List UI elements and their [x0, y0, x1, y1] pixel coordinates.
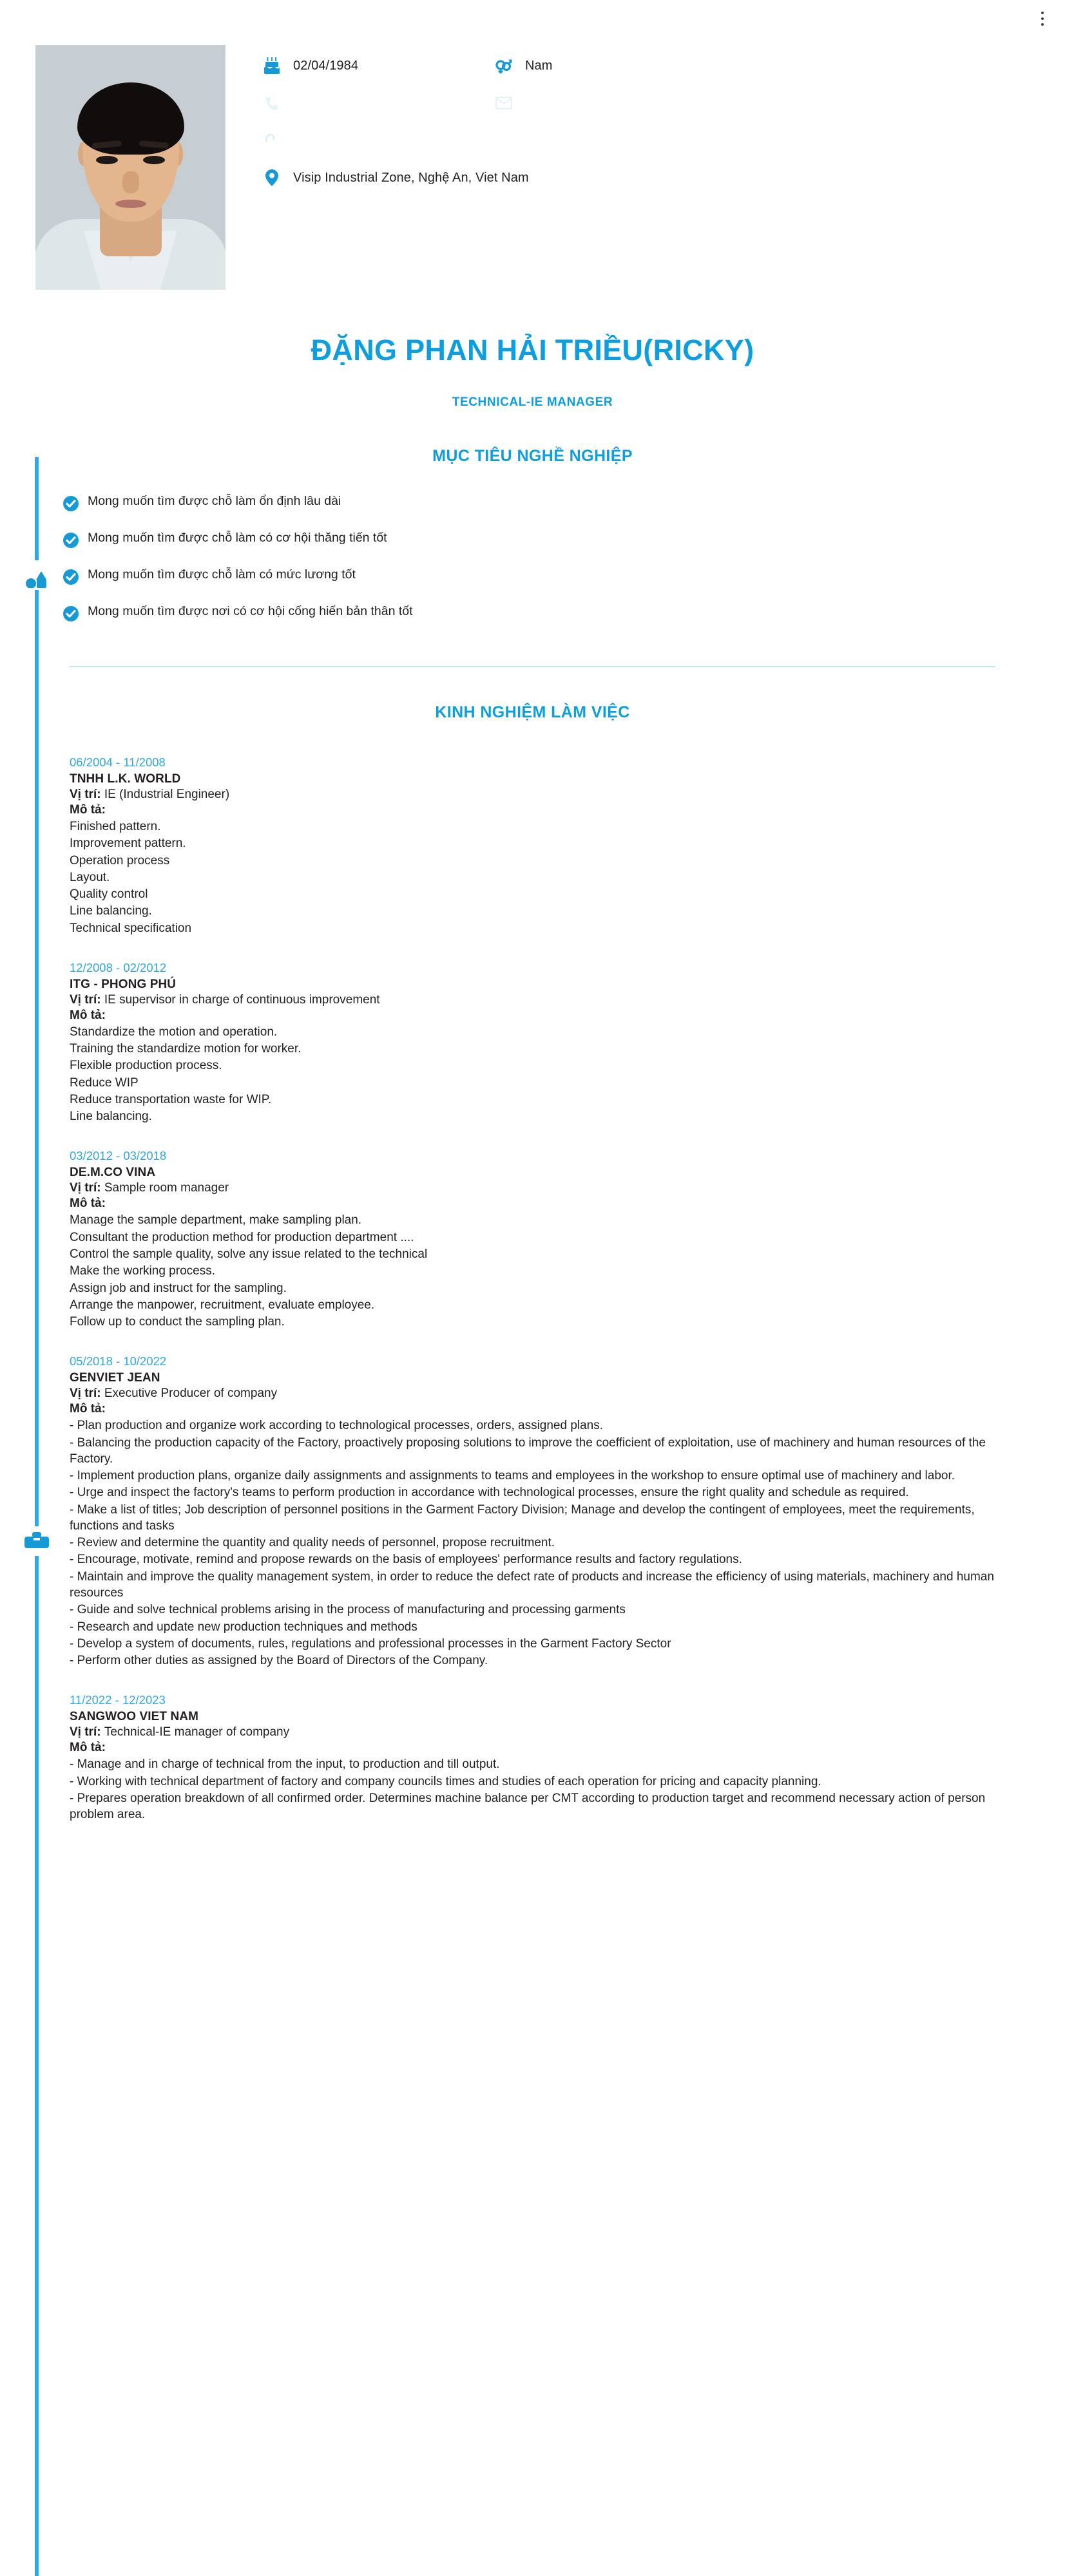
- objective-title: MỤC TIÊU NGHỀ NGHIỆP: [432, 447, 633, 465]
- position-value: IE (Industrial Engineer): [104, 788, 230, 801]
- description-line: - Develop a system of documents, rules, regulations and professional processes in the Garment Factory Sector: [70, 1636, 671, 1651]
- address-value: Visip Industrial Zone, Nghệ An, Viet Nam: [293, 170, 529, 185]
- contact-row-address: [261, 164, 1065, 192]
- position-value: IE supervisor in charge of continuous improvement: [104, 992, 380, 1007]
- position-value: Executive Producer of company: [104, 1387, 278, 1401]
- experience-entry: [70, 1354, 995, 1669]
- list-item: [62, 494, 1065, 516]
- description-line: Reduce transportation waste for WIP.: [70, 1092, 272, 1106]
- description-label: Mô tả:: [70, 1008, 106, 1022]
- description-line: - Implement production plans, organize daily assignments and assignments to teams and employees in the workshop to ensure optimal use of machinery and labor.: [70, 1469, 955, 1483]
- position-label: Vị trí:: [70, 1387, 104, 1401]
- job-dates: 03/2012 - 03/2018: [70, 1149, 167, 1163]
- job-position: [70, 1387, 995, 1401]
- job-company: ITG - PHONG PHÚ: [70, 977, 177, 991]
- description-line: Flexible production process.: [70, 1059, 222, 1073]
- description-line: Reduce WIP: [70, 1075, 139, 1090]
- description-line: Finished pattern.: [70, 820, 161, 833]
- check-circle-icon: [62, 531, 81, 553]
- location-pin-icon: [261, 169, 283, 187]
- position-label: Vị trí:: [70, 1725, 104, 1739]
- avatar: [35, 45, 261, 290]
- description-line: - Urge and inspect the factory's teams to perform production in accordance with technological processes, ensure the right quality and schedule as required.: [70, 1486, 909, 1500]
- description-line: - Encourage, motivate, remind and propose rewards on the basis of employees' performance results and factory regulations.: [70, 1553, 742, 1567]
- phone-field: [261, 95, 493, 111]
- position-value: Sample room manager: [104, 1181, 229, 1195]
- experience-entry: [70, 755, 995, 936]
- check-circle-icon: [62, 605, 81, 627]
- contact-row-secondary: [261, 126, 1065, 155]
- gender-icon: [493, 57, 515, 74]
- more-vertical-icon[interactable]: [1038, 12, 1047, 26]
- job-company: DE.M.CO VINA: [70, 1166, 156, 1180]
- description-line: - Guide and solve technical problems arising in the process of manufacturing and processing garments: [70, 1603, 626, 1617]
- description-label: Mô tả:: [70, 1197, 106, 1211]
- description-line: Follow up to conduct the sampling plan.: [70, 1315, 285, 1329]
- address-field: [261, 169, 529, 187]
- kebab-dot: [1041, 12, 1044, 14]
- experience-entry: [70, 961, 995, 1125]
- job-position: [70, 1181, 995, 1195]
- job-company: SANGWOO VIET NAM: [70, 1710, 199, 1724]
- gender-value: Nam: [525, 58, 553, 73]
- description-line: Improvement pattern.: [70, 837, 186, 851]
- link-icon: [261, 133, 283, 148]
- position-label: Vị trí:: [70, 992, 104, 1007]
- job-description: [70, 1417, 995, 1669]
- objective-item-text: Mong muốn tìm được chỗ làm có cơ hội thăng tiến tốt: [88, 531, 387, 545]
- description-line: - Perform other duties as assigned by the Board of Directors of the Company.: [70, 1654, 488, 1668]
- section-experience: [0, 703, 1065, 1823]
- job-description: [70, 1024, 995, 1125]
- description-line: Consultant the production method for production department ....: [70, 1230, 414, 1244]
- experience-list: [70, 755, 995, 1823]
- gender-field: [493, 57, 725, 74]
- experience-entry: [70, 1693, 995, 1823]
- description-line: - Working with technical department of factory and company councils times and studies of each operation for pricing and capacity planning.: [70, 1774, 821, 1788]
- position-label: Vị trí:: [70, 788, 104, 801]
- page-title: ĐẶNG PHAN HẢI TRIỀU(RICKY): [311, 334, 754, 366]
- description-line: - Balancing the production capacity of the Factory, proactively proposing solutions to improve the coefficient of exploitation, use of machinery and human resources of the Factory.: [70, 1435, 986, 1466]
- birthday-cake-icon: [261, 57, 283, 75]
- job-dates: 05/2018 - 10/2022: [70, 1354, 167, 1368]
- description-line: Assign job and instruct for the sampling.: [70, 1281, 287, 1295]
- description-line: - Maintain and improve the quality management system, in order to reduce the defect rate of products and increase the efficiency of using materials, machinery and human resources: [70, 1569, 994, 1600]
- job-description: [70, 819, 995, 936]
- birthday-field: [261, 57, 493, 75]
- description-line: Layout.: [70, 870, 110, 884]
- description-line: Arrange the manpower, recruitment, evaluate employee.: [70, 1298, 375, 1312]
- description-label: Mô tả:: [70, 1402, 106, 1416]
- description-line: Technical specification: [70, 921, 192, 935]
- job-dates: 12/2008 - 02/2012: [70, 960, 167, 974]
- description-label: Mô tả:: [70, 803, 106, 817]
- objective-item-text: Mong muốn tìm được nơi có cơ hội cống hiến bản thân tốt: [88, 604, 413, 618]
- description-line: - Plan production and organize work according to technological processes, orders, assigned plans.: [70, 1419, 604, 1433]
- position-value: Technical-IE manager of company: [104, 1725, 290, 1739]
- job-dates: 06/2004 - 11/2008: [70, 755, 166, 769]
- contact-block: [261, 45, 1065, 201]
- description-line: Line balancing.: [70, 1110, 152, 1124]
- job-title: TECHNICAL-IE MANAGER: [452, 395, 613, 409]
- section-objective: [0, 447, 1065, 627]
- description-line: Standardize the motion and operation.: [70, 1025, 278, 1039]
- description-line: Quality control: [70, 887, 148, 902]
- birthday-value: 02/04/1984: [293, 58, 359, 73]
- profile-photo: [35, 45, 225, 290]
- description-line: Operation process: [70, 853, 170, 867]
- email-icon: [493, 97, 515, 109]
- description-line: Training the standardize motion for worker.: [70, 1042, 302, 1056]
- phone-icon: [261, 95, 283, 111]
- description-line: - Review and determine the quantity and quality needs of personnel, propose recruitment.: [70, 1536, 555, 1550]
- description-line: - Prepares operation breakdown of all confirmed order. Determines machine balance per CMT according to production target and recommend necessary action of person problem area.: [70, 1791, 986, 1822]
- list-item: [62, 604, 1065, 627]
- job-company: GENVIET JEAN: [70, 1371, 160, 1385]
- job-description: [70, 1756, 995, 1823]
- job-position: [70, 993, 995, 1007]
- job-dates: 11/2022 - 12/2023: [70, 1693, 166, 1707]
- position-label: Vị trí:: [70, 1181, 104, 1195]
- secondary-field: [261, 133, 493, 148]
- kebab-dot: [1041, 23, 1044, 26]
- contact-row-birthday-gender: [261, 52, 1065, 80]
- list-item: [62, 567, 1065, 590]
- cv-header: [0, 0, 1065, 290]
- list-item: [62, 531, 1065, 553]
- experience-entry: [70, 1149, 995, 1330]
- description-line: Manage the sample department, make sampling plan.: [70, 1213, 362, 1227]
- email-field: [493, 97, 725, 109]
- job-position: [70, 1725, 995, 1739]
- experience-title: KINH NGHIỆM LÀM VIỆC: [435, 703, 630, 721]
- description-label: Mô tả:: [70, 1741, 106, 1755]
- job-position: [70, 788, 995, 802]
- description-line: Control the sample quality, solve any issue related to the technical: [70, 1247, 428, 1261]
- description-line: - Make a list of titles; Job description of personnel positions in the Garment Factory Division; Manage and develop the contingent of employees, meet the requirements, functions and tasks: [70, 1502, 975, 1533]
- check-circle-icon: [62, 495, 81, 516]
- objective-item-text: Mong muốn tìm được chỗ làm có mức lương tốt: [88, 567, 356, 582]
- description-line: Line balancing.: [70, 904, 152, 918]
- objective-list: [0, 494, 1065, 627]
- description-line: - Research and update new production techniques and methods: [70, 1620, 417, 1634]
- description-line: - Manage and in charge of technical from the input, to production and till output.: [70, 1757, 500, 1772]
- check-circle-icon: [62, 568, 81, 590]
- description-line: Make the working process.: [70, 1264, 215, 1278]
- job-description: [70, 1212, 995, 1330]
- contact-row-phone-email: [261, 89, 1065, 117]
- objective-item-text: Mong muốn tìm được chỗ làm ổn định lâu dài: [88, 494, 341, 508]
- kebab-dot: [1041, 17, 1044, 20]
- job-company: TNHH L.K. WORLD: [70, 772, 181, 786]
